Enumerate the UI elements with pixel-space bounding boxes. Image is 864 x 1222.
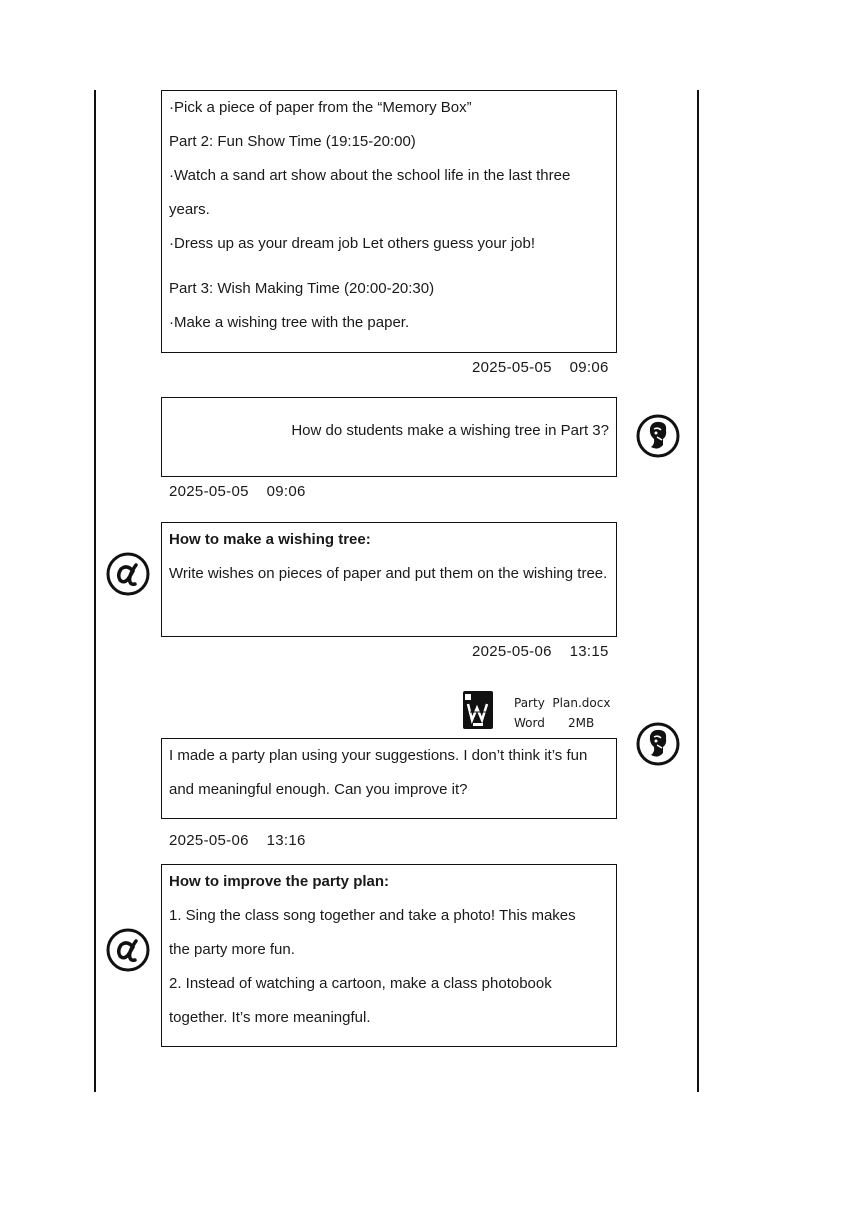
user-avatar-icon[interactable] — [636, 414, 680, 458]
user-avatar-icon[interactable] — [636, 722, 680, 766]
assistant-message-bubble — [161, 864, 617, 1047]
assistant-avatar-icon[interactable] — [106, 928, 150, 972]
attachment-file-size: 2MB — [568, 716, 595, 730]
assistant-avatar-icon[interactable] — [106, 552, 150, 596]
message-line: ·Dress up as your dream job Let others guess your job! — [169, 235, 536, 252]
message-text: Write wishes on pieces of paper and put them on the wishing tree. — [169, 565, 608, 582]
list-item: 2. Instead of watching a cartoon, make a class photobook together. It’s more meaningful. — [169, 975, 552, 1026]
message-line: ·Pick a piece of paper from the “Memory Box” — [169, 99, 472, 116]
word-document-icon — [462, 690, 494, 730]
message-line: Part 2: Fun Show Time (19:15-20:00) — [169, 133, 416, 150]
message-timestamp: 2025-05-05 09:06 — [169, 483, 306, 500]
chat-frame-left-border — [94, 90, 96, 1092]
message-line: ·Watch a sand art show about the school life in the last three years. — [169, 167, 571, 218]
assistant-message-bubble — [161, 90, 617, 353]
assistant-message-bubble — [161, 522, 617, 637]
answer-heading: How to make a wishing tree: — [169, 531, 371, 548]
file-attachment[interactable] — [462, 688, 612, 732]
message-text: How do students make a wishing tree in Part 3? — [291, 422, 609, 439]
message-line: ·Make a wishing tree with the paper. — [169, 314, 410, 331]
message-timestamp: 2025-05-06 13:15 — [472, 643, 609, 660]
chat-frame-right-border — [697, 90, 699, 1092]
user-message-bubble — [161, 738, 617, 819]
message-line: Part 3: Wish Making Time (20:00-20:30) — [169, 280, 435, 297]
list-item: 1. Sing the class song together and take a photo! This makes the party more fun. — [169, 907, 576, 958]
user-message-bubble — [161, 397, 617, 477]
answer-heading: How to improve the party plan: — [169, 873, 390, 890]
attachment-file-type: Word — [514, 716, 545, 730]
message-text: I made a party plan using your suggestions. I don’t think it’s fun and meaningful enough. Can you improve it? — [169, 747, 588, 798]
attachment-file-name: Party Plan.docx — [514, 696, 611, 710]
message-timestamp: 2025-05-05 09:06 — [472, 359, 609, 376]
message-timestamp: 2025-05-06 13:16 — [169, 832, 306, 849]
